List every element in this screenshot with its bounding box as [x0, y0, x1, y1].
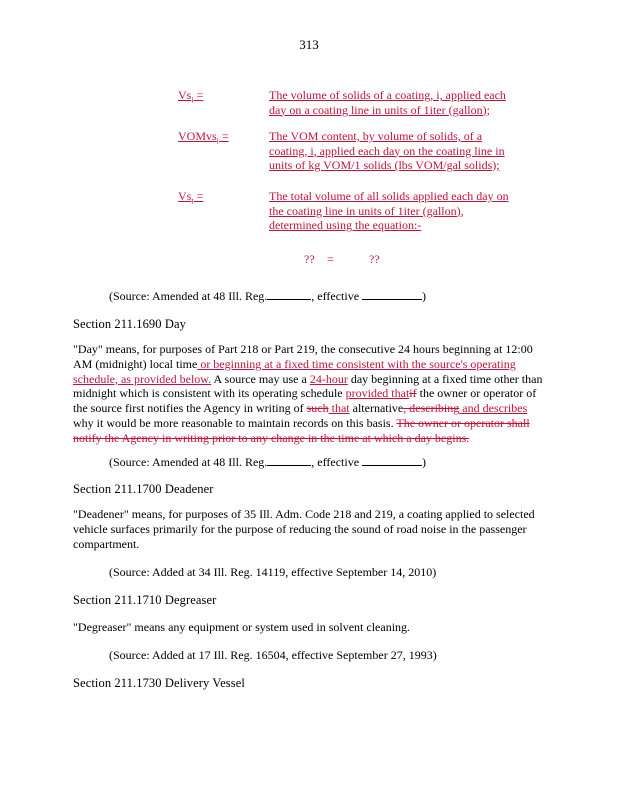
blank-line: [362, 288, 422, 300]
text-run: alternative: [349, 401, 404, 416]
section-text-degreaser: "Degreaser" means any equipment or system used in solvent cleaning.: [73, 620, 411, 634]
deleted-text: , describing: [403, 401, 460, 416]
source-prefix: (Source: Amended at 48 Ill. Reg.: [109, 455, 268, 469]
inserted-text: provided that: [345, 386, 410, 401]
blank-line: [267, 288, 311, 300]
definition-line: day on a coating line in units of 1iter (gallon);: [269, 102, 490, 117]
definition-line: The VOM content, by volume of solids, of a: [269, 129, 483, 143]
source-note-2: [109, 454, 426, 470]
source-prefix: (Source: Amended at 48 Ill. Reg.: [109, 289, 268, 303]
term-eq: =: [193, 88, 204, 102]
section-heading-day: Section 211.1690 Day: [73, 317, 186, 331]
term-sub: i: [191, 95, 194, 105]
deleted-text: if: [409, 386, 417, 401]
definition-text-vomvs-i: [269, 129, 505, 173]
definition-line: The total volume of all solids applied each day on: [269, 189, 509, 203]
term-sub: t: [191, 196, 194, 206]
equation-left: ??: [304, 252, 315, 266]
source-suffix: ): [422, 455, 427, 469]
definition-term-vomvs-i: [178, 129, 229, 145]
section-heading-deadener: Section 211.1700 Deadener: [73, 482, 214, 496]
term-base: Vs: [178, 189, 192, 203]
term-base: Vs: [178, 88, 192, 102]
definition-term-vs-i: [178, 88, 203, 104]
equation-right: ??: [369, 252, 380, 266]
inserted-text: or beginning at a fixed time consistent with the source's operating schedule, as provided below.: [73, 356, 516, 386]
blank-line: [267, 454, 311, 466]
page-number: 313: [299, 37, 319, 52]
text-run: the owner or operator of the source first notifies the Agency in writing of: [73, 386, 537, 416]
inserted-text: that: [328, 401, 350, 416]
definition-line: units of kg VOM/1 solids (lbs VOM/gal solids);: [269, 158, 500, 172]
definition-line: coating, i, applied each day on the coating line in: [269, 143, 505, 158]
term-eq: =: [193, 189, 204, 203]
definition-line: determined using the equation:-: [269, 218, 422, 232]
section-text-deadener: "Deadener" means, for purposes of 35 Ill. Adm. Code 218 and 219, a coating applied to selected vehicle surfaces primarily for the purpose of reducing the sound of road noise in the passenger compartment.: [73, 507, 535, 551]
text-run: "Day" means, for purposes of Part 218 or Part 219, the consecutive 24 hours beginning at 12:00 AM (midnight) local time: [73, 342, 533, 371]
text-run: why it would be more reasonable to maintain records on this basis.: [73, 415, 397, 430]
text-run: A source may use a: [211, 371, 310, 386]
term-sub: i: [216, 136, 219, 146]
source-note-4: (Source: Added at 17 Ill. Reg. 16504, effective September 27, 1993): [109, 648, 437, 662]
section-heading-degreaser: Section 211.1710 Degreaser: [73, 593, 217, 607]
blank-line: [362, 454, 422, 466]
inserted-text: 24-hour: [309, 371, 348, 386]
term-eq: =: [218, 129, 229, 143]
inserted-text: and describes: [459, 401, 528, 416]
definition-line: The volume of solids of a coating, i, applied each: [269, 88, 506, 102]
deleted-text: such: [306, 401, 329, 416]
equation-equals: =: [327, 252, 334, 266]
definition-line: the coating line in units of 1iter (gallon),: [269, 203, 464, 218]
definition-term-vs-t: [178, 189, 203, 205]
text-run: day beginning at a fixed time other than midnight which is consistent with its operating schedule: [73, 371, 543, 401]
source-note-1: [109, 288, 426, 304]
section-heading-delivery-vessel: Section 211.1730 Delivery Vessel: [73, 676, 245, 690]
definition-text-vs-i: [269, 88, 506, 117]
deleted-text: The owner or operator shall notify the Agency in writing prior to any change in the time at which a day begins.: [73, 415, 530, 445]
source-mid: , effective: [311, 289, 363, 303]
source-suffix: ): [422, 289, 427, 303]
term-base: VOMvs: [178, 129, 217, 143]
source-mid: , effective: [311, 455, 363, 469]
section-text-day: [73, 342, 543, 446]
source-note-3: (Source: Added at 34 Ill. Reg. 14119, effective September 14, 2010): [109, 565, 437, 579]
definition-text-vs-t: [269, 189, 509, 233]
